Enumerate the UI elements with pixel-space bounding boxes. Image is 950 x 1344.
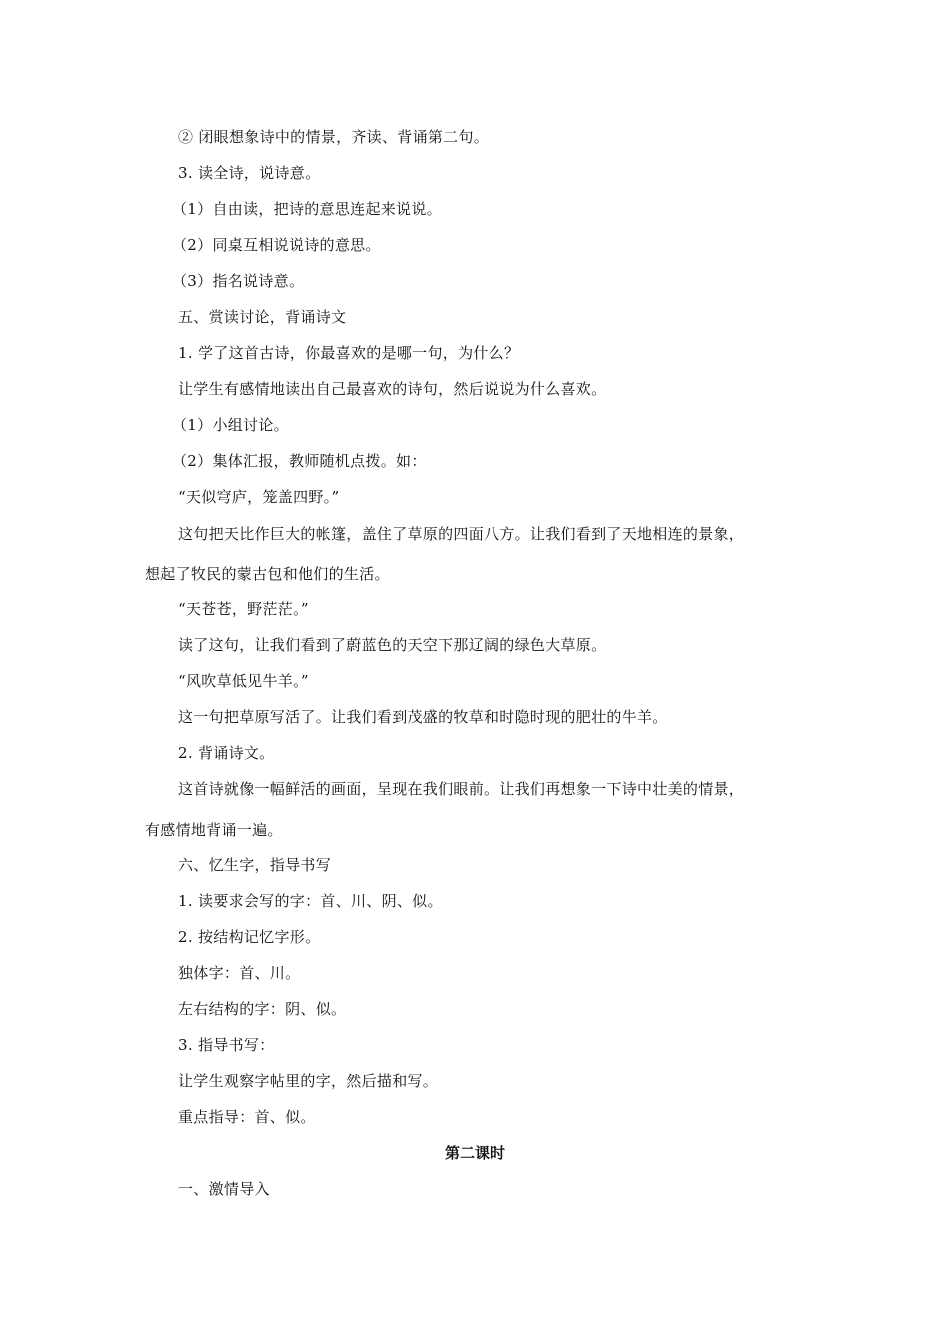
paragraph: 让学生观察字帖里的字，然后描和写。 <box>178 1072 439 1090</box>
paragraph: 2. 按结构记忆字形。 <box>178 928 321 946</box>
quote-line: “天苍苍，野茫茫。” <box>178 600 309 618</box>
paragraph: 3. 读全诗，说诗意。 <box>178 164 321 182</box>
paragraph: 左右结构的字：阴、似。 <box>178 1000 347 1018</box>
paragraph: 重点指导：首、似。 <box>178 1108 316 1126</box>
section-heading: 五、赏读讨论，背诵诗文 <box>178 308 347 326</box>
paragraph: （3）指名说诗意。 <box>172 272 305 290</box>
paragraph: （1）小组讨论。 <box>172 416 289 434</box>
paragraph: （2）集体汇报，教师随机点拨。如： <box>172 452 427 470</box>
paragraph: 1. 学了这首古诗，你最喜欢的是哪一句，为什么？ <box>178 344 520 362</box>
paragraph: （2）同桌互相说说诗的意思。 <box>172 236 381 254</box>
paragraph: ② 闭眼想象诗中的情景，齐读、背诵第二句。 <box>178 128 490 146</box>
paragraph: 这一句把草原写活了。让我们看到茂盛的牧草和时隐时现的肥壮的牛羊。 <box>178 708 668 726</box>
paragraph: 读了这句，让我们看到了蔚蓝色的天空下那辽阔的绿色大草原。 <box>178 636 607 654</box>
paragraph-continuation: 想起了牧民的蒙古包和他们的生活。 <box>145 565 390 583</box>
section-heading: 六、忆生字，指导书写 <box>178 856 332 874</box>
paragraph: （1）自由读，把诗的意思连起来说说。 <box>172 200 442 218</box>
paragraph: 让学生有感情地读出自己最喜欢的诗句，然后说说为什么喜欢。 <box>178 380 607 398</box>
section-title: 第二课时 <box>444 1144 505 1162</box>
quote-line: “天似穹庐，笼盖四野。” <box>178 488 340 506</box>
paragraph: 2. 背诵诗文。 <box>178 744 275 762</box>
paragraph: 独体字：首、川。 <box>178 964 301 982</box>
paragraph: 3. 指导书写： <box>178 1036 275 1054</box>
section-heading: 一、激情导入 <box>178 1180 270 1198</box>
quote-line: “风吹草低见牛羊。” <box>178 672 309 690</box>
paragraph-continuation: 有感情地背诵一遍。 <box>145 821 283 839</box>
paragraph: 这首诗就像一幅鲜活的画面，呈现在我们眼前。让我们再想象一下诗中壮美的情景， <box>178 780 745 798</box>
paragraph: 这句把天比作巨大的帐篷，盖住了草原的四面八方。让我们看到了天地相连的景象， <box>178 525 745 543</box>
paragraph: 1. 读要求会写的字：首、川、阴、似。 <box>178 892 443 910</box>
